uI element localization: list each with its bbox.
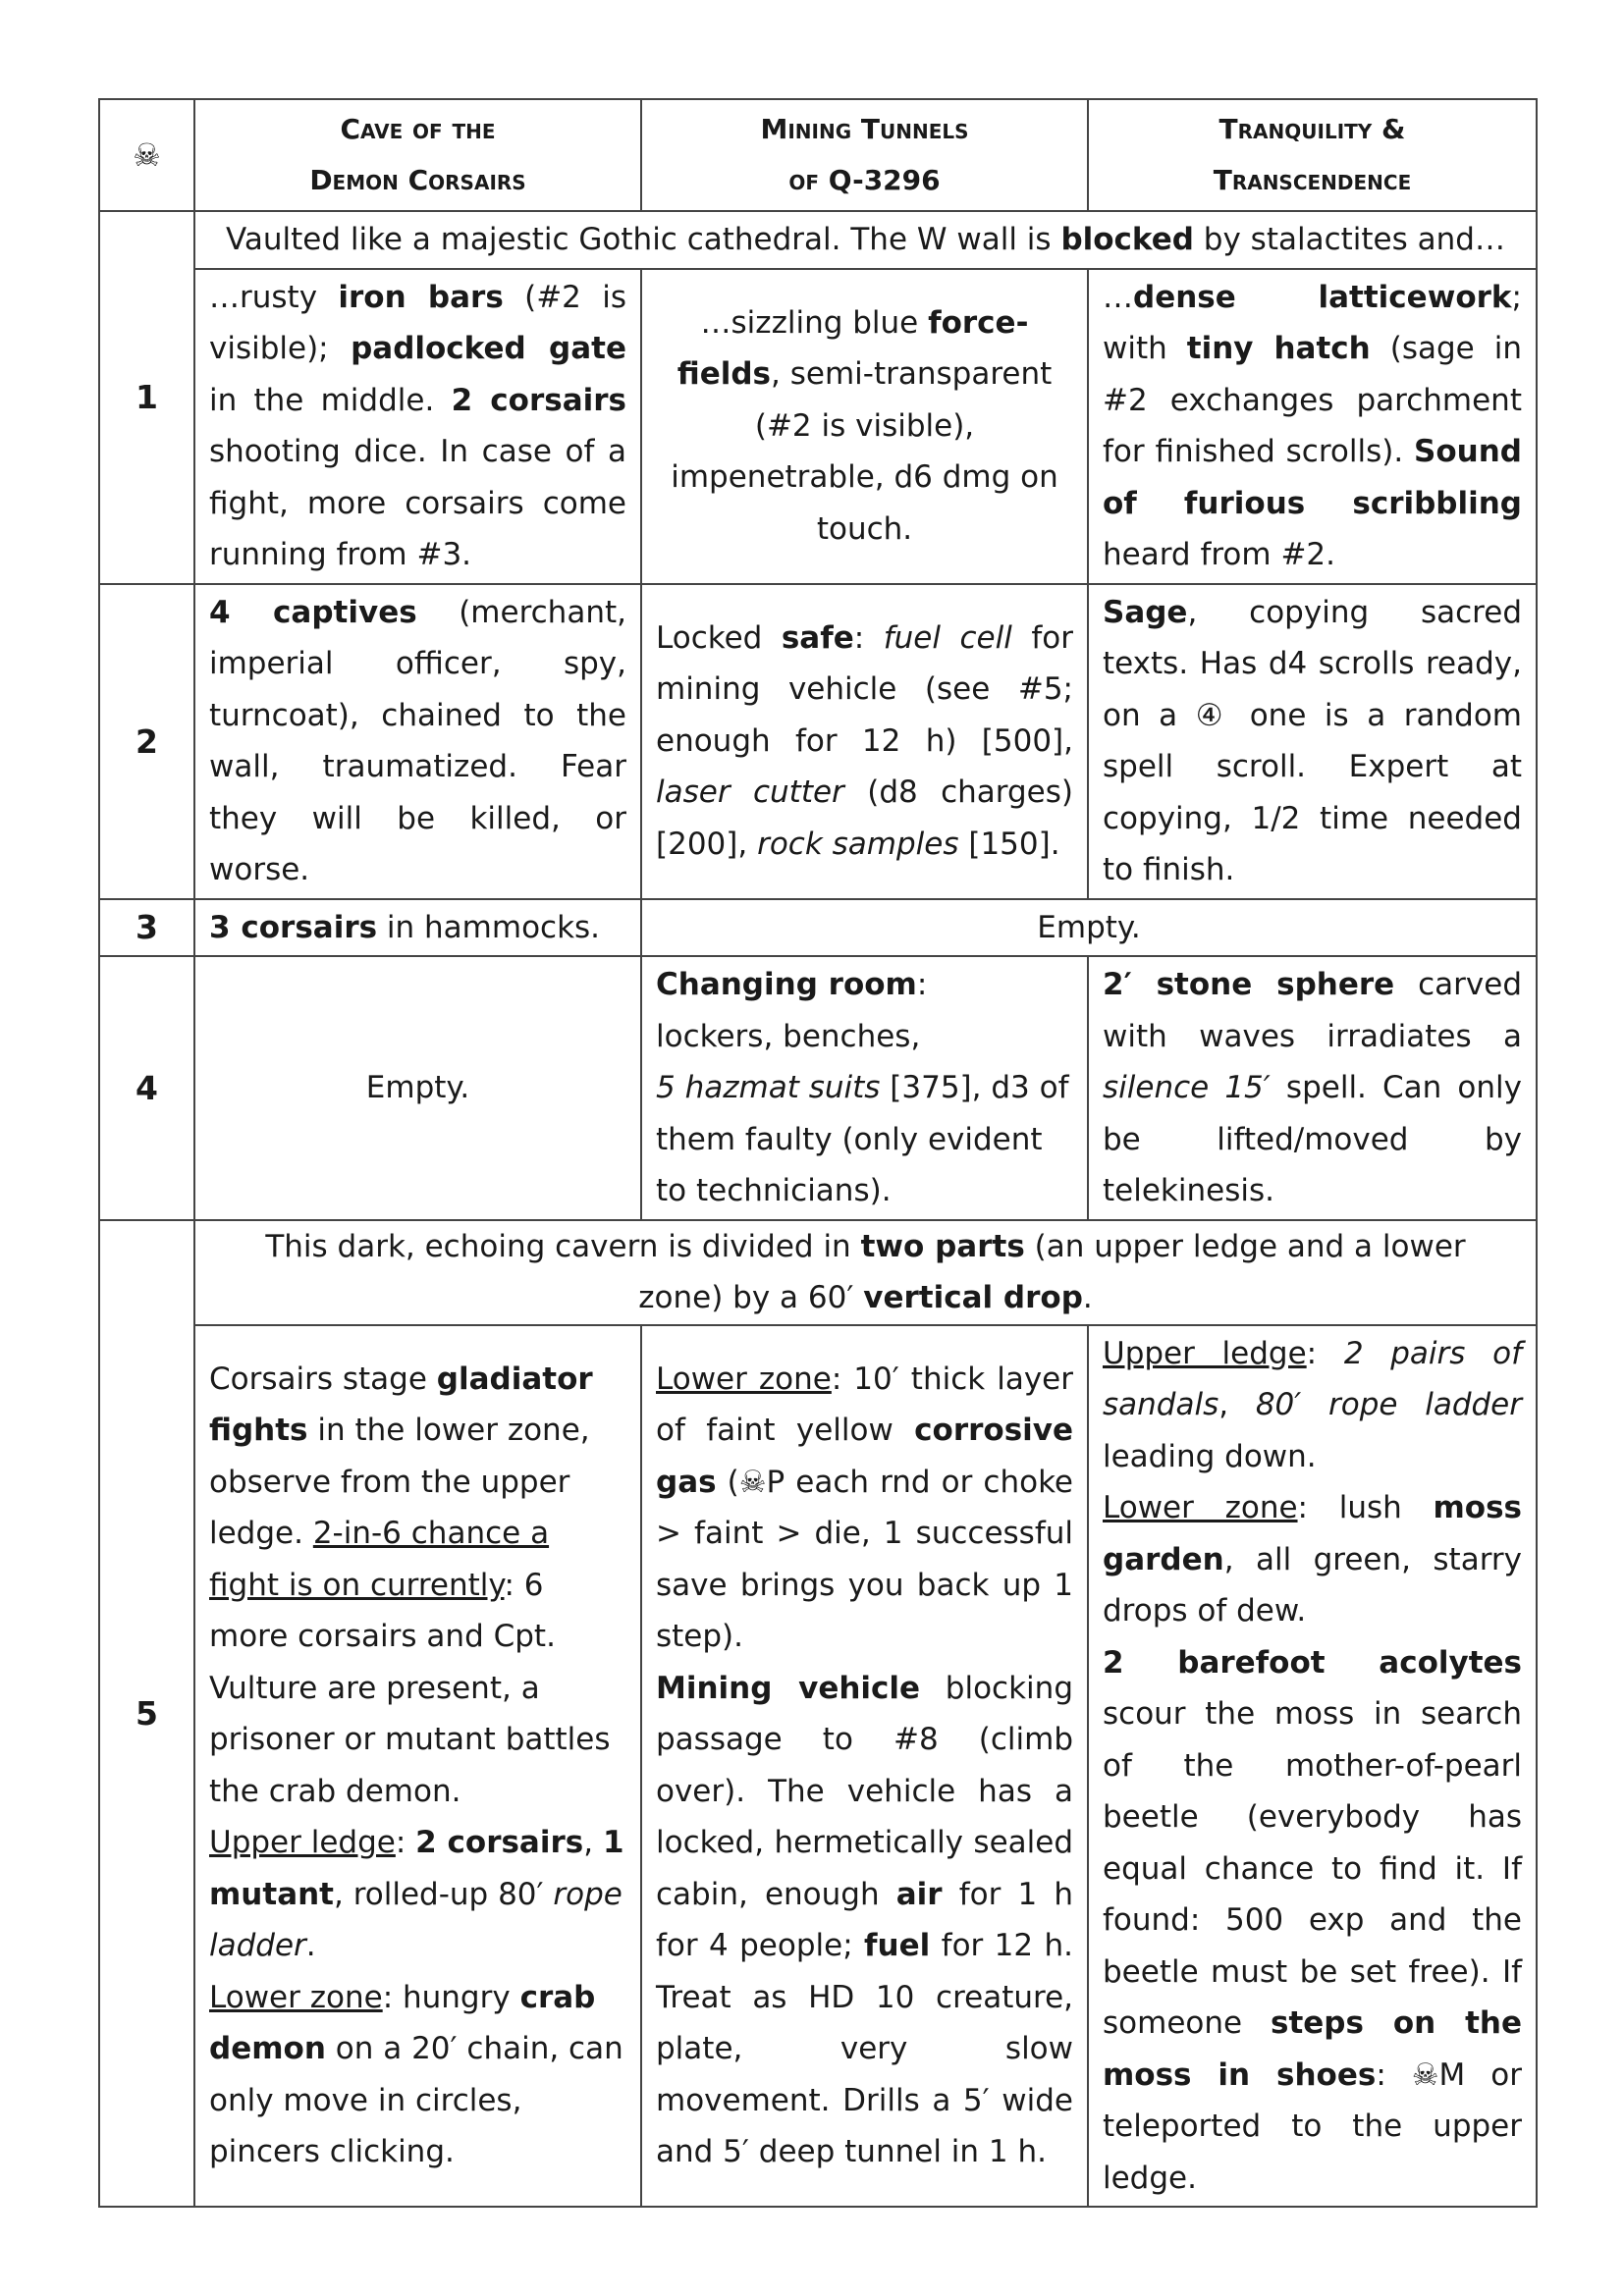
mining-cell [641,1325,1088,2208]
text-run: : [853,619,884,656]
room-number: 2 [99,584,194,899]
text-run: 2 barefoot acolytes [1103,1644,1522,1681]
text-run: . [1082,1280,1093,1315]
text-run: by stalactites and… [1193,222,1505,257]
text-run: scour the moss in search of the mother-of-pearl beetle (everybody has equal chance to find it. If found: 500 exp and the beetle must be set free). If someone [1103,1696,1522,2041]
text-run: , semi-transparent (#2 is visible), impenetrable, d6 dmg on touch. [671,356,1058,547]
text-run: laser cutter [656,774,844,811]
text-run: Lower zone [656,1361,832,1397]
text-run: Sound of furious scribbling [1103,434,1522,521]
text-run: , [583,1825,603,1861]
header-row [99,99,1537,211]
text-run: (☠P each rnd or choke > faint > die, 1 successful save brings you back up 1 step). [656,1464,1073,1655]
merged-empty-cell: Empty. [641,899,1537,957]
room-1-row [99,269,1537,584]
cave-cell [194,584,641,899]
text-run: Upper ledge [1103,1335,1307,1371]
text-run: padlocked gate [351,331,627,366]
text-run: 5 hazmat suits [656,1070,881,1105]
room-2-row [99,584,1537,899]
text-run: 80′ rope ladder [1255,1387,1522,1422]
text-run: : ☠M or teleported to the upper ledge. [1103,2056,1523,2196]
text-run: crab demon [209,1979,596,2067]
mining-cell [641,584,1088,899]
text-run: rock samples [757,826,959,862]
header-line: Tranquility & [1218,113,1406,145]
text-run: Upper ledge [209,1825,396,1861]
room-number: 5 [99,1220,194,2208]
text-run: : 10′ thick layer of faint yellow [656,1361,1073,1449]
text-run: moss garden [1103,1490,1522,1577]
text-run: dense latticework [1133,279,1512,315]
text-run: ; with [1103,279,1522,366]
text-run: tiny hatch [1186,331,1371,366]
tranquility-cell [1088,956,1537,1220]
text-run: safe [781,619,854,656]
text-run: Locked [656,619,782,656]
text-run: Empty. [365,1070,470,1105]
text-run: This dark, echoing cavern is divided in [265,1228,861,1264]
mining-cell [641,269,1088,584]
text-run: (an upper ledge and a lower zone) by a 60′ [638,1228,1466,1315]
text-run: spell. Can only be lifted/moved by telekinesis. [1103,1070,1522,1208]
text-run: 3 corsairs [209,909,378,945]
room-number: 4 [99,956,194,1220]
header-line: Mining Tunnels [760,113,969,145]
header-line: Transcendence [1213,164,1412,196]
text-run: force-fields [677,304,1029,393]
text-run: blocking passage to #8 (climb over). The vehicle has a locked, hermetically sealed cabin, enough [656,1670,1073,1912]
text-run: for 12 h. Treat as HD 10 creature, plate, very slow movement. Drills a 5′ wide and 5′ deep tunnel in 1 h. [656,1928,1074,2170]
text-run: Changing room [656,967,917,1002]
text-run: …rusty [209,279,339,315]
header-line: of Q-3296 [788,164,941,196]
text-run: iron bars [338,279,504,315]
text-run: corrosive gas [656,1413,1073,1500]
text-run: Lower zone [1103,1490,1298,1525]
text-run: shooting dice. In case of a fight, more corsairs come running from #3. [209,434,626,572]
text-run: fuel [864,1928,931,1964]
text-run: 2′ stone sphere [1103,967,1395,1002]
room-5-row [99,1325,1537,2208]
text-run: on a 20′ chain, can only move in circles, pincers clicking. [209,2031,623,2170]
text-run: in hammocks. [377,909,601,945]
encounter-table [98,98,1538,2208]
text-run: : [1306,1335,1344,1371]
text-run: for mining vehicle (see #5; enough for 12 h) [500], [656,619,1073,759]
text-run: silence 15′ [1103,1070,1271,1105]
text-run: : lush [1297,1490,1434,1525]
text-run: leading down. [1103,1438,1317,1474]
text-run: carved with waves irradiates a [1103,967,1522,1054]
text-run: Corsairs stage [209,1361,437,1397]
text-run: vertical drop [863,1280,1083,1315]
text-run: (sage in #2 exchanges parchment for finished scrolls). [1103,331,1522,469]
text-run: : 6 more corsairs and Cpt. Vulture are present, a prisoner or mutant battles the crab demon. [209,1567,611,1809]
room-4-row [99,956,1537,1220]
text-run: , all green, starry drops of dew. [1103,1541,1522,1629]
text-run: : hungry [382,1979,520,2015]
column-header-tranquility [1088,99,1537,211]
text-run: (#2 is visible); [209,279,626,366]
text-run: 2-in-6 chance a fight is on currently [209,1516,550,1603]
text-run: (d8 charges) [200], [656,774,1074,862]
column-header-cave [194,99,641,211]
tranquility-cell [1088,1325,1537,2208]
cave-cell [194,1325,641,2208]
text-run: : [916,967,928,1002]
text-run: in the lower zone, observe from the upper ledge. [209,1413,590,1552]
shared-description [194,211,1537,269]
cave-cell [194,269,641,584]
cave-cell [194,899,641,957]
text-run: …sizzling blue [700,304,929,341]
room-1-shared-row [99,211,1537,269]
text-run: gladiator fights [209,1361,593,1449]
shared-description [194,1220,1537,1325]
text-run: in the middle. [209,382,452,418]
text-run: 2 corsairs [451,382,627,418]
room-number: 3 [99,899,194,957]
text-run: 1 mutant [209,1825,624,1912]
text-run: heard from #2. [1103,537,1335,572]
text-run: blocked [1060,222,1194,257]
text-run: [150]. [958,826,1060,862]
header-line: Demon Corsairs [309,164,526,196]
text-run: two parts [860,1228,1025,1264]
text-run: : [395,1825,416,1861]
text-run: … [1103,279,1133,315]
text-run: , [1218,1387,1256,1422]
text-run: fuel cell [883,619,1012,656]
text-run: Sage [1103,594,1188,630]
cave-cell [194,956,641,1220]
text-run: Vaulted like a majestic Gothic cathedral. The W wall is [226,222,1061,257]
text-run: rope ladder [209,1876,623,1964]
tranquility-cell [1088,269,1537,584]
text-run: 4 captives [209,594,417,630]
room-number: 1 [99,211,194,584]
text-run: 2 corsairs [415,1825,584,1861]
tranquility-cell [1088,584,1537,899]
text-run: for 1 h for 4 people; [656,1876,1074,1964]
text-run: , copying sacred texts. Has d4 scrolls ready, on a ④ one is a random spell scroll. Expert at copying, 1/2 time needed to finish. [1103,594,1522,887]
text-run: , rolled-up 80′ [334,1876,554,1912]
text-run: lockers, benches, [656,1018,921,1054]
column-header-mining [641,99,1088,211]
skull-crossbones-icon: ☠ [99,99,194,211]
text-run: steps on the moss in shoes [1103,2005,1522,2093]
text-run: (merchant, imperial officer, spy, turncoat), chained to the wall, traumatized. Fear they will be killed, or worse. [209,594,626,887]
room-5-shared-row [99,1220,1537,1325]
text-run: Mining vehicle [656,1670,921,1706]
text-run: air [895,1876,943,1912]
text-run: [375], d3 of them faulty (only evident to technicians). [656,1070,1069,1208]
mining-cell [641,956,1088,1220]
room-3-row [99,899,1537,957]
text-run: . [305,1928,316,1964]
text-run: Lower zone [209,1979,383,2015]
header-line: Cave of the [340,113,496,145]
text-run: 2 pairs of sandals [1103,1335,1522,1422]
